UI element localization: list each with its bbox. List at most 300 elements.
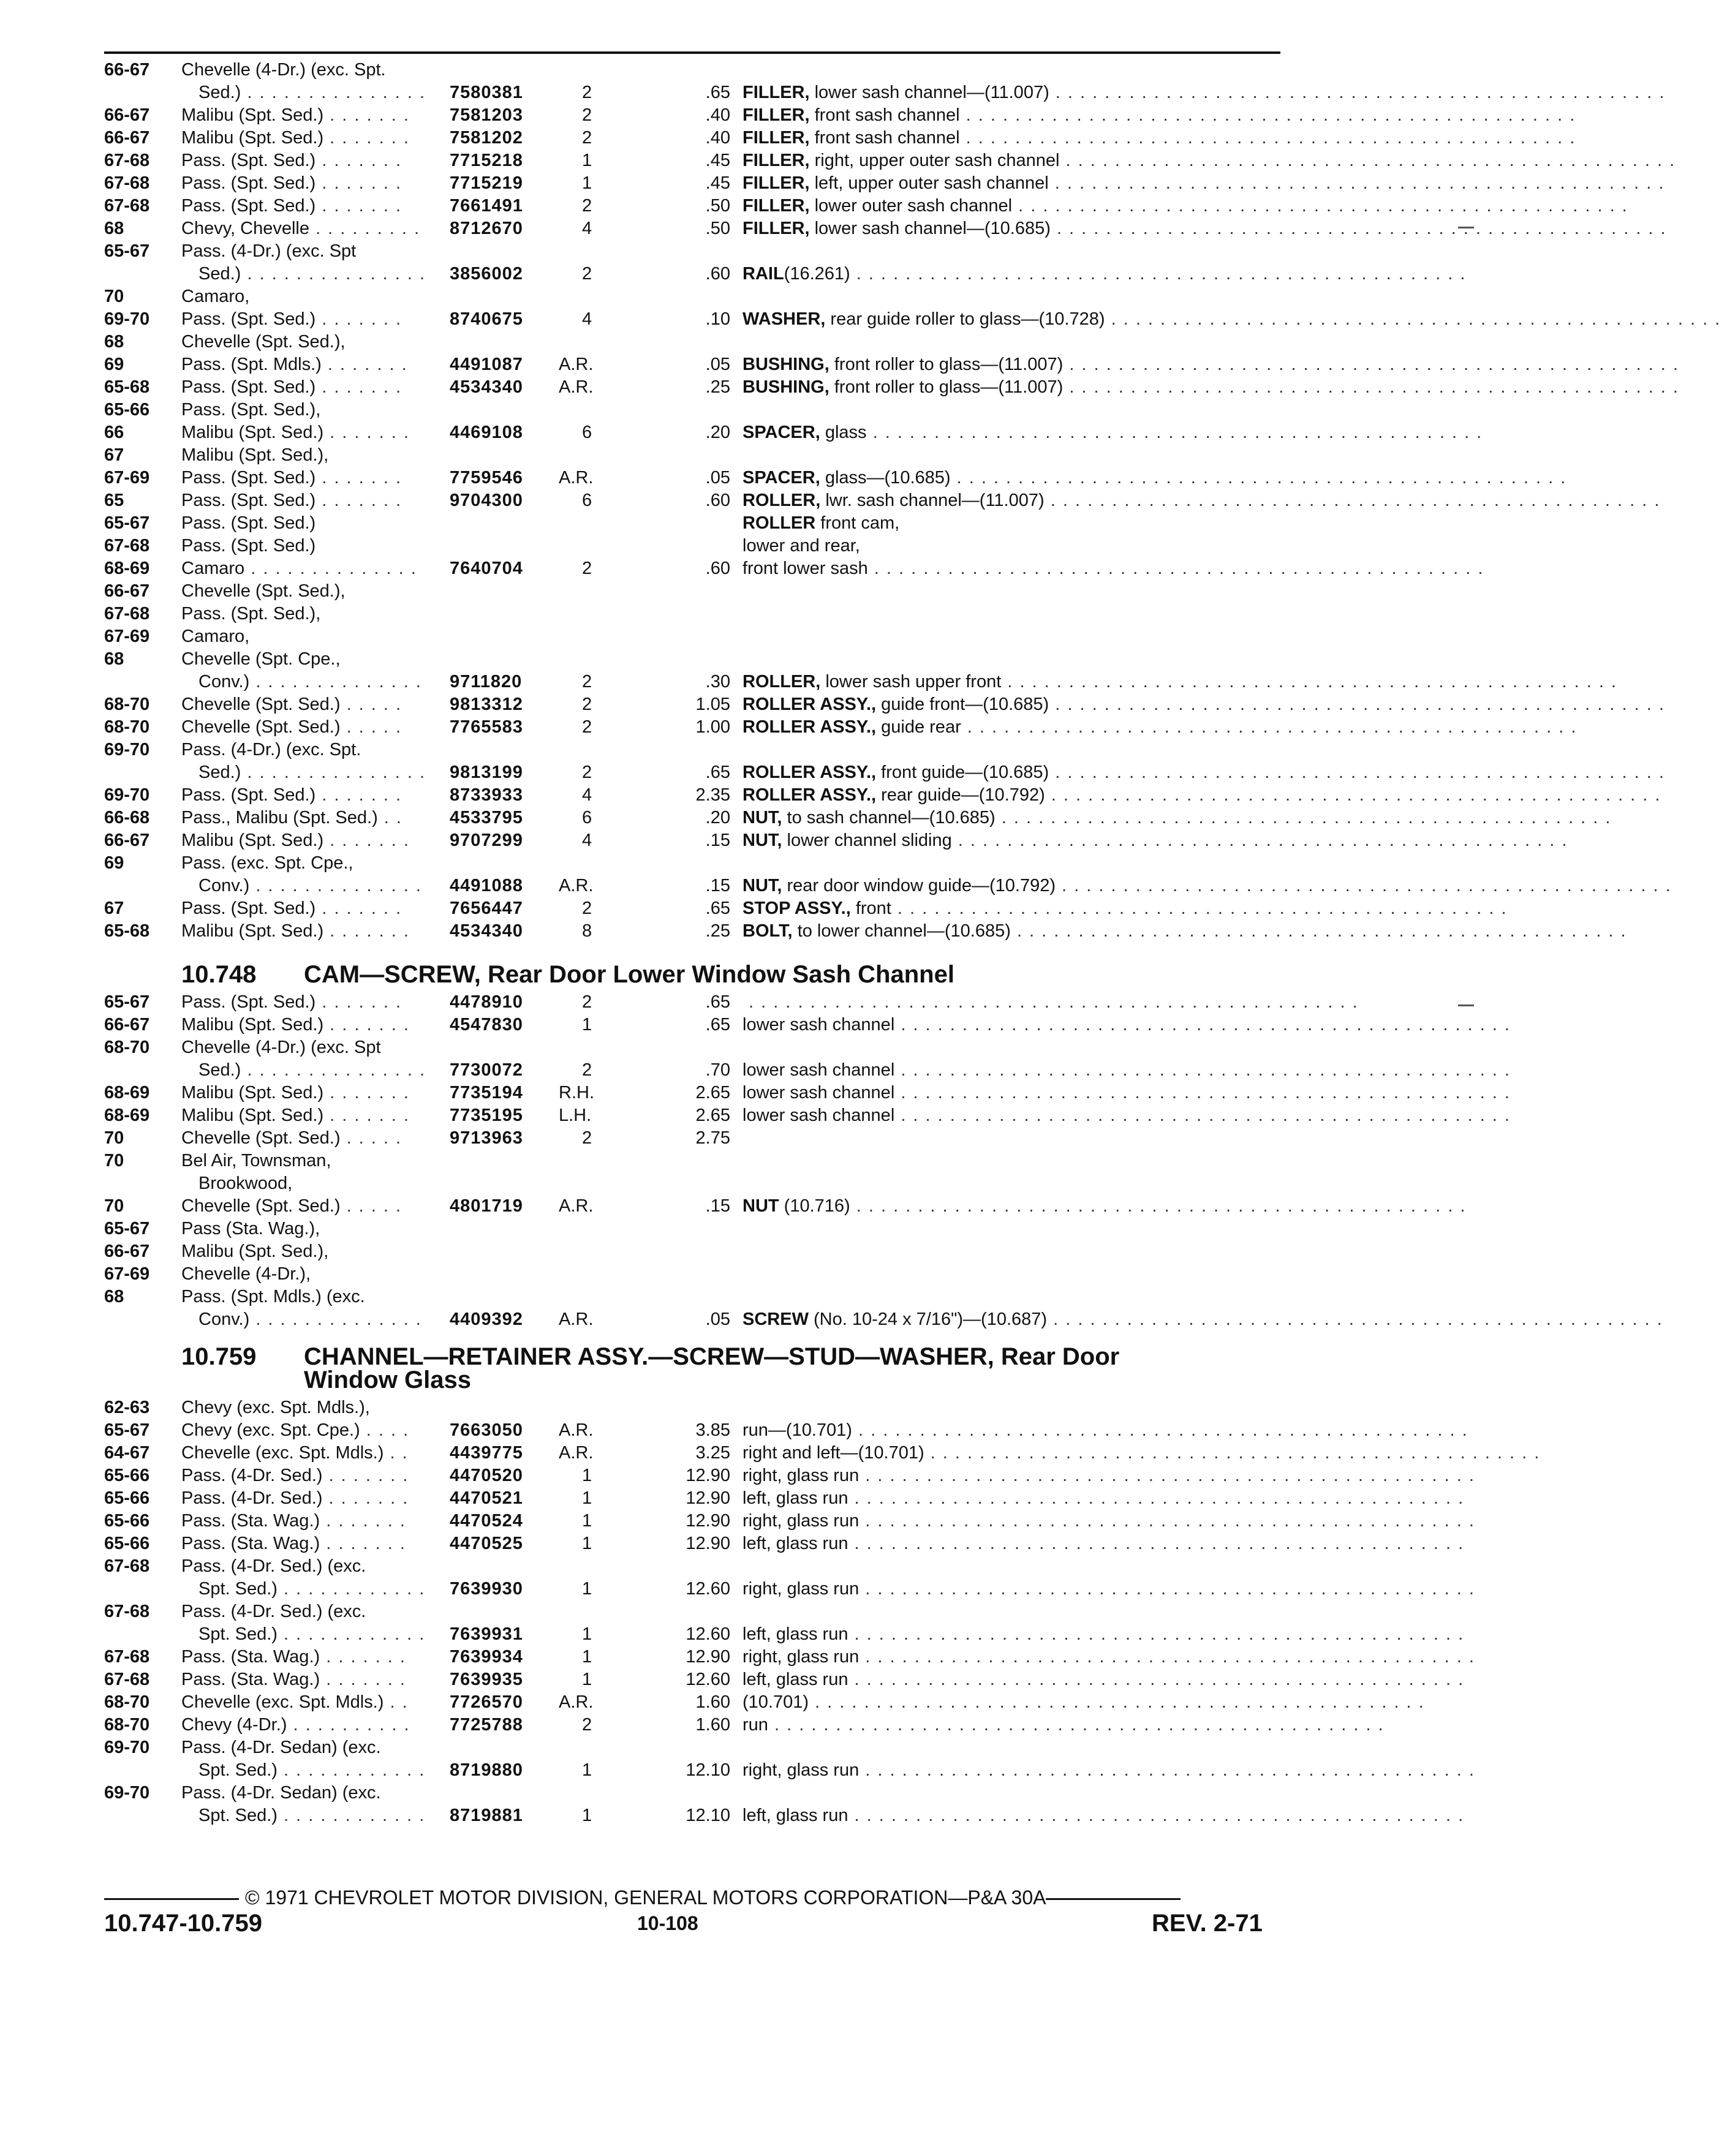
dot-leader: . . xyxy=(384,1692,415,1712)
dot-leader: . . . . . . . . . . . . . . . . . . . . . . . . . . . . . . . . . . . . . . . . . . . . . . . . . . xyxy=(743,992,1365,1012)
quantity: 1 xyxy=(582,1466,592,1485)
dot-leader: . . . . . . . . . . . . . . . . . . . . . . . . . . . . . . . . . . . . . . . . . . . . . . . . . . xyxy=(995,808,1618,827)
quantity: 2 xyxy=(582,83,592,102)
quantity: 6 xyxy=(582,423,592,442)
section-title: CAM—SCREW, Rear Door Lower Window Sash Channel xyxy=(304,961,954,988)
model-text: Pass. (Sta. Wag.) xyxy=(181,1511,320,1531)
part-number: 7715219 xyxy=(450,173,523,193)
model-year: 67-68 xyxy=(104,536,150,556)
model-text: Malibu (Spt. Sed.) xyxy=(181,831,324,850)
model-application xyxy=(198,1059,432,1082)
table-row xyxy=(104,240,1287,263)
model-text: Malibu (Spt. Sed.) xyxy=(181,1015,324,1035)
dot-leader: . . . . . . . . . . . . . . . . . . . . . . . . . . . . . . . . . . . . . . . . . . . . . . . . . . xyxy=(961,717,1584,737)
model-application xyxy=(181,467,408,489)
dot-leader: . . . . . . . xyxy=(323,921,416,941)
table-row xyxy=(104,1736,1287,1759)
dot-leader: . . . . . . . xyxy=(321,355,414,374)
description-text: right, glass run xyxy=(743,1579,860,1599)
quantity: 4 xyxy=(582,785,592,805)
model-year: 68-70 xyxy=(104,695,150,714)
list-price: 12.90 xyxy=(686,1647,730,1667)
dot-leader: . . . . . . . . . . . . . . . . . . . . . . . . . . . . . . . . . . . . . . . . . . . . . . . . . . xyxy=(950,468,1573,488)
part-number: 7581203 xyxy=(450,105,523,125)
quantity: A.R. xyxy=(559,1420,594,1440)
list-price: 2.65 xyxy=(695,1106,730,1125)
dot-leader: . . . . . . . . . . . . . . . . . . . . . . . . . . . . . . . . . . . . . . . . . . . . . . . . . . xyxy=(894,1106,1517,1125)
part-number: 7639935 xyxy=(450,1670,523,1689)
model-application xyxy=(181,897,408,920)
model-year: 65-67 xyxy=(104,241,150,261)
quantity: 2 xyxy=(582,1128,592,1148)
part-description xyxy=(743,353,1686,376)
model-text: Pass. (Spt. Sed.) xyxy=(181,468,316,488)
model-application xyxy=(181,399,320,421)
list-price: 1.00 xyxy=(695,717,730,737)
table-row xyxy=(104,172,1671,195)
dot-leader: . . . . . . . . . . . . xyxy=(277,1579,432,1599)
part-description xyxy=(743,421,1489,444)
part-description xyxy=(743,104,1582,127)
parts-section-10-759 xyxy=(104,1341,1547,1827)
model-text: Pass. (Spt. Sed.) xyxy=(181,513,316,533)
part-number: 4409392 xyxy=(450,1310,523,1329)
model-text: Pass., Malibu (Spt. Sed.) xyxy=(181,808,378,827)
dot-leader: . . . . . . . . . . . . . . . . . . . . . . . . . . . . . . . . . . . . . . . . . . . . . . . . . . xyxy=(951,831,1574,850)
model-application xyxy=(181,1396,370,1419)
quantity: 1 xyxy=(582,1488,592,1508)
part-description xyxy=(743,807,1618,829)
description-text: rear door window guide—(10.792) xyxy=(787,876,1056,895)
model-year: 65-66 xyxy=(104,1534,150,1553)
dot-leader: . . . . . . . . . . . . . . . . . . . . . . . . . . . . . . . . . . . . . . . . . . . . . . . . . . xyxy=(1048,173,1671,193)
model-year: 65 xyxy=(104,491,124,510)
table-row xyxy=(104,1036,1287,1059)
part-number: 4470521 xyxy=(450,1488,523,1508)
description-text: front cam, xyxy=(820,513,900,533)
dot-leader: . . . . . . . . . . . . . . . xyxy=(241,83,433,102)
part-description xyxy=(743,535,1271,557)
model-year: 68-69 xyxy=(104,1083,150,1102)
description-text: (10.716) xyxy=(784,1196,850,1216)
section-title-line-2: Window Glass xyxy=(304,1366,472,1393)
list-price: 12.90 xyxy=(686,1511,730,1531)
model-application xyxy=(181,1668,412,1691)
model-year: 67-68 xyxy=(104,1647,150,1667)
model-text: Conv.) xyxy=(198,1310,250,1329)
model-text: Brookwood, xyxy=(198,1174,293,1193)
description-text: right, glass run xyxy=(743,1647,860,1667)
dot-leader: . . . . . . . . . . . . . . . . . . . . . . . . . . . . . . . . . . . . . . . . . . . . . . . . . . xyxy=(859,1647,1481,1667)
dot-leader: . . . . . . . . . . . . . . . . . . . . . . . . . . . . . . . . . . . . . . . . . . . . . . . . . . xyxy=(848,1534,1471,1553)
parts-section-10-748 xyxy=(104,959,1669,1331)
model-text: Pass. (Spt. Sed.) xyxy=(181,536,316,556)
dot-leader: . . . . . . . xyxy=(323,1083,416,1102)
model-text: Conv.) xyxy=(198,876,250,895)
quantity: 1 xyxy=(582,151,592,170)
list-price: .45 xyxy=(705,151,730,170)
description-text: glass xyxy=(825,423,867,442)
model-year: 65-67 xyxy=(104,1219,150,1238)
part-description xyxy=(743,1668,1471,1691)
table-row xyxy=(104,693,1671,716)
table-row xyxy=(104,1487,1471,1510)
quantity: A.R. xyxy=(559,1310,594,1329)
table-row xyxy=(104,195,1634,217)
model-application xyxy=(198,1172,292,1195)
part-description xyxy=(743,671,1624,693)
part-name: ROLLER ASSY., xyxy=(743,763,877,782)
part-name: FILLER, xyxy=(743,105,810,125)
dot-leader: . . . . . . . . . . . . . . . . . . . . . . . . . . . . . . . . . . . . . . . . . . . . . . . . . . xyxy=(859,1760,1481,1780)
table-row xyxy=(104,580,1287,603)
quantity: 1 xyxy=(582,173,592,193)
description-text: rear guide—(10.792) xyxy=(881,785,1045,805)
model-year: 70 xyxy=(104,1128,124,1148)
model-year: 64-67 xyxy=(104,1443,150,1463)
section-title: CHANNEL—RETAINER ASSY.—SCREW—STUD—WASHER, Rear Door xyxy=(304,1343,1120,1370)
part-name: FILLER, xyxy=(743,219,810,238)
description-text: run xyxy=(743,1715,768,1735)
list-price: .45 xyxy=(705,173,730,193)
model-text: Malibu (Spt. Sed.) xyxy=(181,128,324,148)
model-application xyxy=(198,81,432,104)
description-text: (16.261) xyxy=(784,264,850,284)
quantity: 1 xyxy=(582,1670,592,1689)
part-number: 7639931 xyxy=(450,1624,523,1644)
dot-leader: . . . . . . . xyxy=(316,196,409,216)
model-year: 69-70 xyxy=(104,1783,150,1803)
model-application xyxy=(181,1082,416,1104)
model-year: 66-67 xyxy=(104,105,150,125)
list-price: .65 xyxy=(705,83,730,102)
part-number: 4470520 xyxy=(450,1466,523,1485)
dot-leader: . . . . . . . . . . . . . . . . . . . . . . . . . . . . . . . . . . . . . . . . . . . . . . . . . . xyxy=(924,1443,1547,1463)
model-text: Pass. (Spt. Sed.) xyxy=(181,196,316,216)
model-text: Chevelle (4-Dr.), xyxy=(181,1264,311,1284)
table-row xyxy=(104,285,1287,308)
table-row xyxy=(104,421,1489,444)
table-row xyxy=(104,807,1618,829)
model-year: 66-67 xyxy=(104,1242,150,1261)
model-text: Pass. (Spt. Sed.), xyxy=(181,400,321,420)
list-price: 2.65 xyxy=(695,1083,730,1102)
model-application xyxy=(198,1308,428,1331)
description-text: left, glass run xyxy=(743,1670,848,1689)
part-description xyxy=(743,897,1514,920)
dot-leader: . . . . . . . xyxy=(323,105,416,125)
dot-leader: . . . . . xyxy=(340,1196,409,1216)
part-name: NUT, xyxy=(743,876,782,895)
part-description xyxy=(743,1532,1471,1555)
dot-leader: . . . . . . . xyxy=(320,1647,413,1667)
part-number: 8719881 xyxy=(450,1806,523,1825)
table-row xyxy=(104,739,1287,761)
list-price: 12.10 xyxy=(686,1806,730,1825)
quantity: 2 xyxy=(582,1715,592,1735)
model-year: 68-70 xyxy=(104,1038,150,1057)
part-name: FILLER, xyxy=(743,128,810,148)
table-row xyxy=(104,376,1686,399)
dot-leader: . . . . . . . . . . . . . . . . . . . . . . . . . . . . . . . . . . . . . . . . . . . . . . . . . . xyxy=(1010,921,1633,941)
part-name: ROLLER, xyxy=(743,672,821,692)
dot-leader: . . . . . . . . . . . . . . . . . . . . . . . . . . . . . . . . . . . . . . . . . . . . . . . . . . xyxy=(891,899,1514,918)
dot-leader: . . . . . . . . . . . . . . xyxy=(249,876,428,895)
part-number: 4470524 xyxy=(450,1511,523,1531)
part-number: 8712670 xyxy=(450,219,523,238)
dot-leader: . . . . . . . . . . . . . . . xyxy=(241,1060,433,1080)
part-name: SCREW xyxy=(743,1310,809,1329)
dot-leader: . . . . . . . xyxy=(316,309,409,329)
table-row xyxy=(104,829,1574,852)
model-year: 66-67 xyxy=(104,831,150,850)
part-number: 3856002 xyxy=(450,264,523,284)
table-row xyxy=(104,603,1287,625)
model-year: 65-66 xyxy=(104,1511,150,1531)
list-price: .05 xyxy=(705,1310,730,1329)
dot-leader: . . . . . . . xyxy=(322,1466,415,1485)
quantity: 2 xyxy=(582,695,592,714)
part-number: 7640704 xyxy=(450,559,523,578)
table-row xyxy=(104,991,1365,1014)
table-row xyxy=(104,1419,1475,1442)
dot-leader: . . . . . . . xyxy=(316,173,409,193)
quantity: A.R. xyxy=(559,1443,594,1463)
dot-leader: . . . . . . . . . . . . . . . . . . . . . . . . . . . . . . . . . . . . . . . . . . . . . . . . . . xyxy=(1045,785,1668,805)
model-year: 66-68 xyxy=(104,808,150,827)
dot-leader: . . . . . . . . . . . . . . . . . . . . . . . . . . . . . . . . . . . . . . . . . . . . . . . . . . xyxy=(959,128,1582,148)
quantity: 6 xyxy=(582,808,592,827)
part-name: NUT, xyxy=(743,831,782,850)
part-name: ROLLER ASSY., xyxy=(743,785,877,805)
part-number: 9713963 xyxy=(450,1128,523,1148)
dot-leader: . . . . . xyxy=(340,1128,409,1148)
model-application xyxy=(181,807,409,829)
part-number: 4533795 xyxy=(450,808,523,827)
description-text: (10.701) xyxy=(743,1692,809,1712)
model-application xyxy=(181,1510,412,1532)
section-number: 10.748 xyxy=(181,961,257,988)
model-application xyxy=(181,1036,381,1059)
model-application xyxy=(181,716,408,739)
dot-leader: . . . . . . . . . . . . . . . . . . . . . . . . . . . . . . . . . . . . . . . . . . . . . . . . . . xyxy=(1049,695,1671,714)
part-description xyxy=(743,127,1582,149)
part-description xyxy=(743,149,1682,172)
model-application xyxy=(198,671,428,693)
model-application xyxy=(181,1195,408,1218)
table-row xyxy=(104,1127,1287,1150)
part-number: 7639934 xyxy=(450,1647,523,1667)
part-description xyxy=(743,467,1573,489)
description-text: lower and rear, xyxy=(743,536,860,556)
quantity: 2 xyxy=(582,763,592,782)
description-text: right and left—(10.701) xyxy=(743,1443,924,1463)
table-row xyxy=(104,784,1668,807)
list-price: 12.60 xyxy=(686,1579,730,1599)
part-name: BUSHING, xyxy=(743,377,829,397)
part-description xyxy=(743,195,1634,217)
quantity: 2 xyxy=(582,717,592,737)
model-text: Pass. (4-Dr. Sedan) (exc. xyxy=(181,1783,381,1803)
model-application xyxy=(181,1127,408,1150)
list-price: .15 xyxy=(705,1196,730,1216)
list-price: .30 xyxy=(705,672,730,692)
dot-leader: . . . . . . . xyxy=(320,1670,413,1689)
model-year: 65-66 xyxy=(104,1488,150,1508)
table-row xyxy=(104,399,1287,421)
model-text: Pass. (4-Dr. Sed.) xyxy=(181,1488,323,1508)
model-year: 65-68 xyxy=(104,921,150,941)
model-text: Chevelle (4-Dr.) (exc. Spt. xyxy=(181,60,386,80)
list-price: .60 xyxy=(705,264,730,284)
page-range-reference: 10.747-10.759 xyxy=(104,1910,263,1937)
model-text: Chevelle (Spt. Sed.) xyxy=(181,1128,341,1148)
model-application xyxy=(181,127,416,149)
quantity: 6 xyxy=(582,491,592,510)
dot-leader: . . . . . . . xyxy=(320,1534,413,1553)
dot-leader: . . . . . . . . . . . . . . xyxy=(249,1310,428,1329)
part-name: FILLER, xyxy=(743,173,810,193)
table-row xyxy=(104,1646,1481,1668)
model-application xyxy=(181,331,346,353)
part-number: 9711820 xyxy=(450,672,523,692)
model-application xyxy=(181,1263,311,1286)
part-number: 7730072 xyxy=(450,1060,523,1080)
list-price: .50 xyxy=(705,196,730,216)
description-text: front xyxy=(855,899,891,918)
dot-leader: . . . . . . . . . . . . . . . . . . . . . . . . . . . . . . . . . . . . . . . . . . . . . . . . . . xyxy=(1001,672,1624,692)
quantity: A.R. xyxy=(559,377,594,397)
dot-leader: . . . . . . . . . . . . . . . . . . . . . . . . . . . . . . . . . . . . . . . . . . . . . . . . . . xyxy=(959,105,1582,125)
part-description xyxy=(743,1487,1471,1510)
list-price: .20 xyxy=(705,808,730,827)
dot-leader: . . . . . . . . . xyxy=(309,219,427,238)
part-number: 9813312 xyxy=(450,695,523,714)
dot-leader: . . . . . . . xyxy=(320,1511,413,1531)
description-text: right, glass run xyxy=(743,1511,860,1531)
table-row xyxy=(104,716,1584,739)
dot-leader: . . . . . . . . . . . . . . . . . . . . . . . . . . . . . . . . . . . . . . . . . . . . . . . . . . xyxy=(850,1196,1473,1216)
part-description xyxy=(743,1714,1391,1736)
dot-leader: . . . . . xyxy=(340,695,409,714)
quantity: 4 xyxy=(582,219,592,238)
section-heading xyxy=(104,963,1287,986)
list-price: .65 xyxy=(705,1015,730,1035)
quantity: 1 xyxy=(582,1511,592,1531)
description-text: left, glass run xyxy=(743,1624,848,1644)
part-description xyxy=(743,1646,1481,1668)
model-text: Sed.) xyxy=(198,264,241,284)
part-description xyxy=(743,1419,1475,1442)
model-text: Pass. (4-Dr.) (exc. Spt. xyxy=(181,740,361,760)
dot-leader: . . . . . . . . . . . . . . . . . . . . . . . . . . . . . . . . . . . . . . . . . . . . . . . . . . xyxy=(859,1511,1481,1531)
part-number: 7663050 xyxy=(450,1420,523,1440)
table-row xyxy=(104,1578,1481,1600)
part-name: FILLER, xyxy=(743,196,810,216)
list-price: 12.90 xyxy=(686,1534,730,1553)
dot-leader: . . . . . . . xyxy=(316,491,409,510)
quantity: 2 xyxy=(582,899,592,918)
description-text: guide rear xyxy=(881,717,961,737)
model-text: Chevelle (Spt. Sed.) xyxy=(181,1196,341,1216)
model-application xyxy=(181,149,408,172)
table-row xyxy=(104,1804,1471,1827)
table-row xyxy=(104,1691,1431,1714)
model-application xyxy=(181,1464,415,1487)
description-text: lower sash channel xyxy=(743,1015,895,1035)
part-description xyxy=(743,761,1671,784)
part-description xyxy=(743,489,1667,512)
model-application xyxy=(181,1532,412,1555)
model-application xyxy=(181,1782,381,1804)
model-application xyxy=(181,1555,366,1578)
part-number: 8733933 xyxy=(450,785,523,805)
part-description xyxy=(743,308,1727,331)
part-number: 7639930 xyxy=(450,1579,523,1599)
quantity: A.R. xyxy=(559,468,594,488)
table-row xyxy=(104,535,1287,557)
model-application xyxy=(181,1736,381,1759)
copyright-line xyxy=(104,1887,1280,1909)
part-name: RAIL xyxy=(743,264,784,284)
description-text: lower sash upper front xyxy=(825,672,1002,692)
part-number: 4491087 xyxy=(450,355,523,374)
quantity: A.R. xyxy=(559,876,594,895)
table-row xyxy=(104,1600,1287,1623)
dot-leader: . . . . . . . . . . . . . . . . . . . . . . . . . . . . . . . . . . . . . . . . . . . . . . . . . . xyxy=(1044,491,1667,510)
model-text: Chevy (exc. Spt. Cpe.) xyxy=(181,1420,360,1440)
table-row xyxy=(104,1396,1287,1419)
dot-leader: . . . . . . . . . . . . . . xyxy=(244,559,423,578)
model-text: Chevelle (exc. Spt. Mdls.) xyxy=(181,1443,384,1463)
model-text: Chevy (exc. Spt. Mdls.), xyxy=(181,1398,370,1417)
dot-leader: . . . . . . . . . . . . . . . . . . . . . . . . . . . . . . . . . . . . . . . . . . . . . . . . . . xyxy=(1105,309,1727,329)
model-year: 67-68 xyxy=(104,196,150,216)
dot-leader: . . . . . . . xyxy=(316,151,409,170)
model-text: Pass. (4-Dr. Sedan) (exc. xyxy=(181,1738,381,1757)
page-number: 10-108 xyxy=(637,1912,698,1934)
part-description xyxy=(743,716,1584,739)
dot-leader: . . . . xyxy=(360,1420,416,1440)
dot-leader: . . . . . . . . . . . . . . . . . . . . . . . . . . . . . . . . . . . . . . . . . . . . . . . . . . xyxy=(848,1488,1471,1508)
part-description xyxy=(743,1578,1481,1600)
part-description xyxy=(743,1104,1517,1127)
list-price: .15 xyxy=(705,831,730,850)
model-year: 65-68 xyxy=(104,377,150,397)
part-number: 7656447 xyxy=(450,899,523,918)
part-number: 7581202 xyxy=(450,128,523,148)
model-year: 67-69 xyxy=(104,1264,150,1284)
description-text: left, glass run xyxy=(743,1806,848,1825)
part-number: 7735194 xyxy=(450,1083,523,1102)
description-text: right, upper outer sash channel xyxy=(814,151,1060,170)
model-year: 68 xyxy=(104,219,124,238)
part-description xyxy=(743,1464,1481,1487)
part-description xyxy=(743,263,1473,285)
model-text: Pass. (4-Dr. Sed.) (exc. xyxy=(181,1556,366,1576)
table-row xyxy=(104,897,1514,920)
dot-leader: . . . . . . . . . . . . . . . . . . . . . . . . . . . . . . . . . . . . . . . . . . . . . . . . . . xyxy=(1012,196,1634,216)
quantity: A.R. xyxy=(559,355,594,374)
list-price: .20 xyxy=(705,423,730,442)
model-text: Pass. (Spt. Sed.) xyxy=(181,309,316,329)
list-price: 1.60 xyxy=(695,1715,730,1735)
model-text: Camaro, xyxy=(181,287,250,306)
dot-leader: . . . . . . . . . . . . . . . . . . . . . . . . . . . . . . . . . . . . . . . . . . . . . . . . . . xyxy=(1047,1310,1669,1329)
list-price: 12.60 xyxy=(686,1624,730,1644)
model-application xyxy=(181,557,423,580)
quantity: 1 xyxy=(582,1806,592,1825)
